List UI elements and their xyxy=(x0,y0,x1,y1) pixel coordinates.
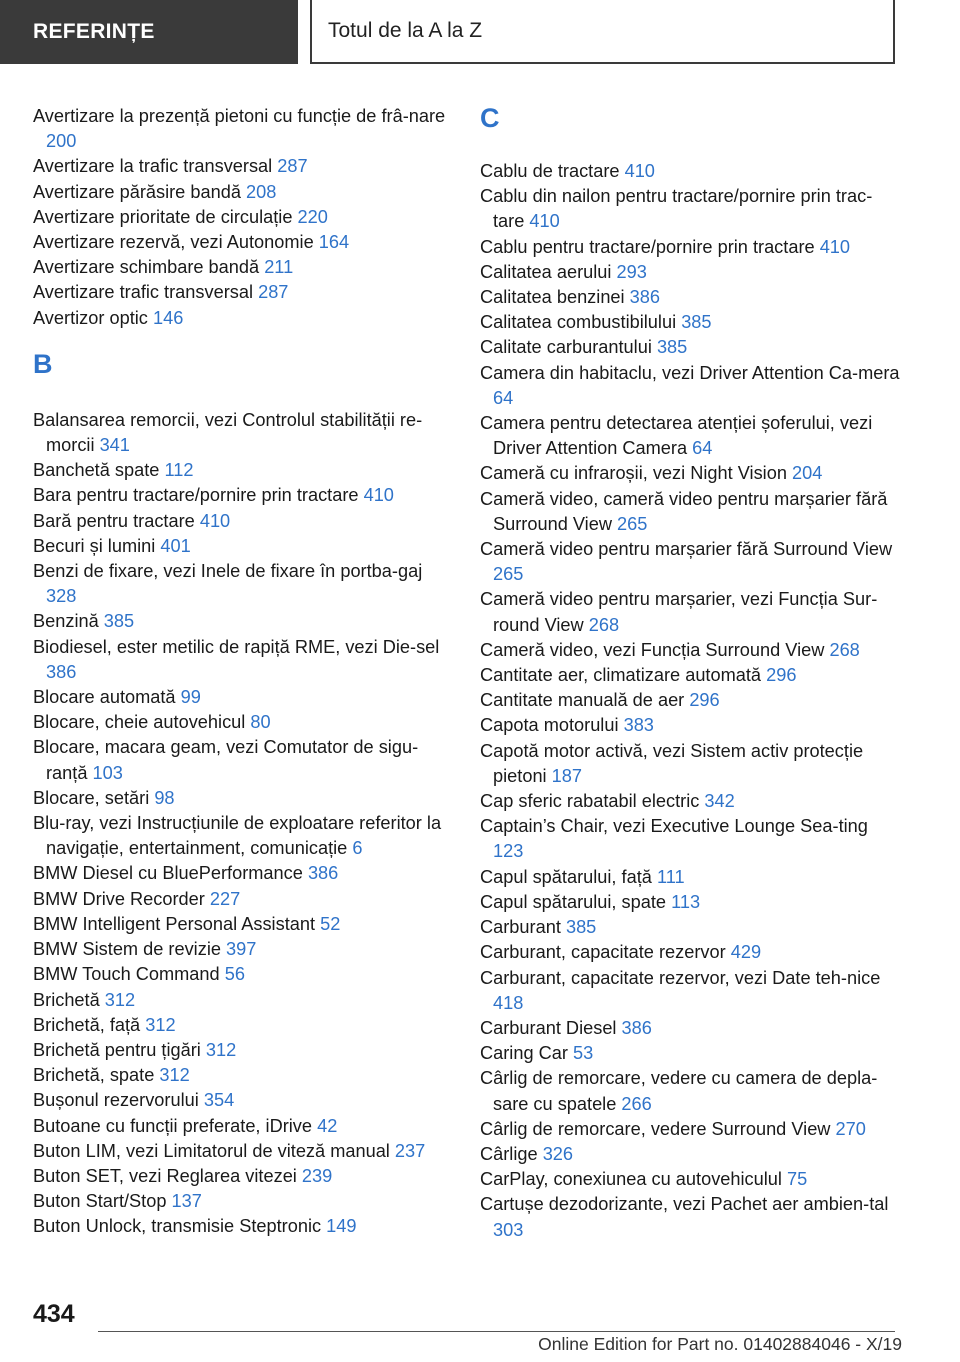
page-reference-link[interactable]: 312 xyxy=(145,1014,176,1035)
page-reference-link[interactable]: 386 xyxy=(621,1017,652,1038)
page-reference-link[interactable]: 52 xyxy=(320,913,341,934)
index-entry-term: Avertizare schimbare bandă xyxy=(33,257,260,278)
index-entry xyxy=(480,814,900,864)
index-entry xyxy=(480,1066,900,1116)
footer-divider xyxy=(98,1331,895,1332)
index-entry-term: Cantitate manuală de aer xyxy=(480,690,685,711)
page-reference-link[interactable]: 312 xyxy=(159,1065,190,1086)
index-entry-term: Benzi de fixare, vezi Inele de fixare în portba-gaj xyxy=(33,561,423,582)
index-entry-term: BMW Intelligent Personal Assistant xyxy=(33,913,316,934)
index-entry-term: Brichetă xyxy=(33,989,100,1010)
index-entry-term: Buton SET, vezi Reglarea vitezei xyxy=(33,1165,297,1186)
index-entry-term: Blocare automată xyxy=(33,687,176,708)
index-entry xyxy=(33,534,451,559)
index-entry xyxy=(33,559,451,609)
index-entry xyxy=(33,306,451,331)
index-entry-term: Butoane cu funcții preferate, iDrive xyxy=(33,1115,313,1136)
index-entry-term: Calitatea aerului xyxy=(480,261,612,282)
index-entry-term: Cameră video, vezi Funcția Surround View xyxy=(480,639,825,660)
index-entry-term: Buton Unlock, transmisie Steptronic xyxy=(33,1216,322,1237)
index-entry xyxy=(480,235,900,260)
page-reference-link[interactable]: 293 xyxy=(616,261,647,282)
page-reference-link[interactable]: 303 xyxy=(493,1219,524,1240)
page-reference-link[interactable]: 112 xyxy=(164,460,194,481)
index-entry xyxy=(33,1063,451,1088)
index-entry-term: Cablu pentru tractare/pornire prin tractare xyxy=(480,236,815,257)
index-entry xyxy=(33,1013,451,1038)
page-reference-link[interactable]: 296 xyxy=(766,665,797,686)
index-entry xyxy=(480,537,900,587)
index-entry xyxy=(480,487,900,537)
page-reference-link[interactable]: 187 xyxy=(551,765,583,786)
index-entry xyxy=(33,1088,451,1113)
page-reference-link[interactable]: 312 xyxy=(205,1039,237,1060)
page-reference-link[interactable]: 111 xyxy=(656,866,685,887)
index-entry-term: CarPlay, conexiunea cu autovehiculul xyxy=(480,1169,782,1190)
index-entry-term: Capota motorului xyxy=(480,715,619,736)
page-reference-link[interactable]: 328 xyxy=(46,586,77,607)
index-entry-term: Cârlig de remorcare, vedere Surround View xyxy=(480,1118,831,1139)
page-number: 434 xyxy=(33,1300,75,1328)
index-entry-term: Bara pentru tractare/pornire prin tractare xyxy=(33,485,359,506)
index-entry xyxy=(33,937,451,962)
index-entry xyxy=(480,587,900,637)
index-entry-term: Capotă motor activă, vezi Sistem activ protecție pietoni xyxy=(480,740,864,786)
index-entry-term: Avertizare la trafic transversal xyxy=(33,156,273,177)
index-entry xyxy=(33,280,451,305)
page-reference-link[interactable]: 211 xyxy=(264,257,294,278)
index-entry-term: Carburant xyxy=(480,917,561,938)
index-entry-term: Cârlig de remorcare, vedere cu camera de depla-sare cu spatele xyxy=(480,1068,878,1114)
page-reference-link[interactable]: 75 xyxy=(787,1169,808,1190)
index-entry xyxy=(33,962,451,987)
page-reference-link[interactable]: 386 xyxy=(307,863,339,884)
index-column-right xyxy=(480,103,900,1243)
page-reference-link[interactable]: 266 xyxy=(621,1093,652,1114)
index-entry xyxy=(480,865,900,890)
index-entry-term: Banchetă spate xyxy=(33,460,160,481)
page-reference-link[interactable]: 99 xyxy=(180,687,201,708)
page-reference-link[interactable]: 397 xyxy=(226,939,257,960)
index-entry-term: Brichetă, spate xyxy=(33,1065,155,1086)
index-entry-term: Calitatea combustibilului xyxy=(480,312,677,333)
page-reference-link[interactable]: 385 xyxy=(565,917,597,938)
index-entry xyxy=(33,1164,451,1189)
index-entry-term: BMW Sistem de revizie xyxy=(33,939,221,960)
index-entry xyxy=(33,1038,451,1063)
index-entry-term: Becuri și lumini xyxy=(33,535,156,556)
page-reference-link[interactable]: 385 xyxy=(681,312,712,333)
index-entry xyxy=(33,988,451,1013)
index-entry xyxy=(480,1016,900,1041)
page-reference-link[interactable]: 239 xyxy=(301,1165,333,1186)
index-entry-term: Blocare, setări xyxy=(33,787,150,808)
page-reference-link[interactable]: 64 xyxy=(692,438,713,459)
index-entry-term: Carburant, capacitate rezervor xyxy=(480,942,726,963)
index-entry xyxy=(480,966,900,1016)
page-reference-link[interactable]: 410 xyxy=(363,485,394,506)
page-reference-link[interactable]: 237 xyxy=(394,1140,426,1161)
index-entry-term: Blocare, cheie autovehicul xyxy=(33,712,246,733)
page-reference-link[interactable]: 296 xyxy=(689,690,720,711)
page-reference-link[interactable]: 227 xyxy=(209,888,241,909)
page-reference-link[interactable]: 410 xyxy=(199,510,231,531)
page-reference-link[interactable]: 385 xyxy=(656,337,688,358)
index-entry xyxy=(33,861,451,886)
page-reference-link[interactable]: 386 xyxy=(629,287,661,308)
index-entry-term: Biodiesel, ester metilic de rapiță RME, vezi Die-sel xyxy=(33,636,440,657)
index-entry xyxy=(480,361,900,411)
page-reference-link[interactable]: 287 xyxy=(258,282,289,303)
page-reference-link[interactable]: 220 xyxy=(297,206,328,227)
index-entry-term: Capul spătarului, spate xyxy=(480,891,667,912)
section-tab: REFERINȚE xyxy=(0,0,298,64)
index-entry xyxy=(480,285,900,310)
index-entry-term: Bară pentru tractare xyxy=(33,510,195,531)
index-entry xyxy=(33,458,451,483)
index-entry xyxy=(480,688,900,713)
index-entry-term: BMW Touch Command xyxy=(33,964,220,985)
footer-edition: Online Edition for Part no. 01402884046 - X/19 xyxy=(538,1334,902,1354)
page-reference-link[interactable]: 410 xyxy=(529,211,560,232)
index-entry-term: Carburant Diesel xyxy=(480,1017,617,1038)
index-entry xyxy=(33,1139,451,1164)
index-entry-term: Cameră video pentru marșarier, vezi Funcția Sur-round View xyxy=(480,589,878,635)
page-reference-link[interactable]: 265 xyxy=(493,564,524,585)
page-reference-link[interactable]: 146 xyxy=(152,307,184,328)
index-entry-term: Caring Car xyxy=(480,1043,568,1064)
index-entry-term: Bușonul rezervorului xyxy=(33,1090,199,1111)
index-entry xyxy=(480,1041,900,1066)
index-entry xyxy=(480,713,900,738)
page-reference-link[interactable]: 268 xyxy=(588,614,620,635)
index-entry-term: Balansarea remorcii, vezi Controlul stabilității re-morcii xyxy=(33,409,423,456)
index-entry-term: Avertizare părăsire bandă xyxy=(33,181,241,202)
page-reference-link[interactable]: 410 xyxy=(624,161,655,181)
page-reference-link[interactable]: 149 xyxy=(326,1216,357,1237)
index-entry xyxy=(480,335,900,360)
index-entry-term: Calitatea benzinei xyxy=(480,287,625,308)
page-reference-link[interactable]: 270 xyxy=(835,1118,866,1139)
page-reference-link[interactable]: 341 xyxy=(99,435,130,456)
page-reference-link[interactable]: 53 xyxy=(573,1043,594,1064)
index-entry-term: Cameră video pentru marșarier fără Surround View xyxy=(480,539,893,560)
index-entry xyxy=(33,104,451,154)
page-reference-link[interactable]: 80 xyxy=(250,712,271,733)
page-reference-link[interactable]: 123 xyxy=(493,841,524,862)
index-entry xyxy=(480,638,900,663)
page-reference-link[interactable]: 342 xyxy=(704,791,735,812)
page-reference-link[interactable]: 312 xyxy=(104,989,136,1010)
index-entry-term: Captain’s Chair, vezi Executive Lounge Sea-ting xyxy=(480,816,868,837)
index-entry-term: Cap sferic rabatabil electric xyxy=(480,791,700,812)
index-entry-term: Buton Start/Stop xyxy=(33,1191,167,1212)
index-entry-term: Blu-ray, vezi Instrucțiunile de exploatare referitor la navigație, entertainment, comunicație xyxy=(33,813,442,859)
page-reference-link[interactable]: 200 xyxy=(46,131,77,152)
page-reference-link[interactable]: 208 xyxy=(246,181,277,202)
index-entry-term: BMW Diesel cu BluePerformance xyxy=(33,863,303,884)
index-entry xyxy=(480,310,900,335)
index-entry-term: Brichetă pentru țigări xyxy=(33,1039,201,1060)
index-entry xyxy=(33,735,451,785)
index-letter-heading: C xyxy=(480,103,500,133)
page-reference-link[interactable]: 383 xyxy=(623,715,654,736)
page-reference-link[interactable]: 98 xyxy=(154,787,175,808)
index-entry xyxy=(33,230,451,255)
page-reference-link[interactable]: 265 xyxy=(617,513,648,534)
page-reference-link[interactable]: 385 xyxy=(103,611,135,632)
index-entry xyxy=(480,1117,900,1142)
page-reference-link[interactable]: 354 xyxy=(203,1090,235,1111)
index-entry xyxy=(33,912,451,937)
index-entry xyxy=(480,184,900,234)
page-reference-link[interactable]: 287 xyxy=(277,156,308,177)
index-letter-heading: B xyxy=(33,348,53,379)
index-entry xyxy=(480,461,900,486)
index-entry xyxy=(33,205,451,230)
index-entry-term: Cantitate aer, climatizare automată xyxy=(480,665,762,686)
page-reference-link[interactable]: 56 xyxy=(224,964,245,985)
index-entry-term: Cablu din nailon pentru tractare/pornire prin trac-tare xyxy=(480,186,873,232)
index-entry xyxy=(33,483,451,508)
page-reference-link[interactable]: 42 xyxy=(317,1115,338,1136)
page-reference-link[interactable]: 113 xyxy=(671,891,701,912)
page-reference-link[interactable]: 6 xyxy=(352,838,363,859)
index-entry-term: Capul spătarului, față xyxy=(480,866,652,887)
index-entry-term: Avertizare trafic transversal xyxy=(33,282,254,303)
index-entry xyxy=(480,663,900,688)
index-entry-term: Avertizare la prezență pietoni cu funcție de frâ-nare xyxy=(33,106,446,126)
index-entry-term: Brichetă, față xyxy=(33,1014,141,1035)
index-entry xyxy=(33,685,451,710)
page-reference-link[interactable]: 137 xyxy=(171,1191,202,1212)
index-entry-term: Cartușe dezodorizante, vezi Pachet aer ambien-tal xyxy=(480,1194,889,1215)
index-entry xyxy=(33,1114,451,1139)
page-reference-link[interactable]: 410 xyxy=(819,236,851,257)
index-entry-term: Calitate carburantului xyxy=(480,337,652,358)
page-reference-link[interactable]: 204 xyxy=(792,463,823,484)
index-entry xyxy=(480,915,900,940)
index-entry xyxy=(480,1142,900,1167)
page-reference-link[interactable]: 64 xyxy=(493,387,514,408)
index-entry-term: BMW Drive Recorder xyxy=(33,888,205,909)
index-entry xyxy=(33,408,451,458)
page-reference-link[interactable]: 268 xyxy=(829,639,860,660)
index-entry xyxy=(33,509,451,534)
chapter-tab: Totul de la A la Z xyxy=(310,0,895,64)
index-entry-term: Blocare, macara geam, vezi Comutator de sigu-ranță xyxy=(33,737,419,783)
index-entry-term: Buton LIM, vezi Limitatorul de viteză manual xyxy=(33,1140,390,1161)
page-reference-link[interactable]: 429 xyxy=(730,942,762,963)
index-entry xyxy=(33,786,451,811)
page-reference-link[interactable]: 418 xyxy=(493,992,524,1013)
index-entry xyxy=(33,180,451,205)
index-entry-term: Avertizor optic xyxy=(33,307,148,328)
index-entry xyxy=(480,789,900,814)
index-entry xyxy=(480,1167,900,1192)
index-column-left xyxy=(33,104,451,1240)
index-entry-term: Cameră video, cameră video pentru marșarier fără Surround View xyxy=(480,488,888,534)
index-entry-term: Camera din habitaclu, vezi Driver Attention Ca-mera xyxy=(480,362,900,383)
index-entry xyxy=(480,1192,900,1242)
index-entry-term: Avertizare prioritate de circulație xyxy=(33,206,293,227)
index-entry-term: Avertizare rezervă, vezi Autonomie xyxy=(33,232,314,253)
index-entry xyxy=(33,811,451,861)
page-reference-link[interactable]: 164 xyxy=(318,232,350,253)
index-entry xyxy=(480,940,900,965)
index-entry xyxy=(33,635,451,685)
index-entry-term: Cameră cu infraroșii, vezi Night Vision xyxy=(480,463,787,484)
index-entry xyxy=(33,887,451,912)
page-reference-link[interactable]: 386 xyxy=(46,661,77,682)
page-reference-link[interactable]: 326 xyxy=(542,1143,574,1164)
index-entry-term: Carburant, capacitate rezervor, vezi Date teh-nice xyxy=(480,967,881,988)
index-entry xyxy=(480,260,900,285)
page-header xyxy=(0,0,960,66)
index-entry xyxy=(33,1189,451,1214)
index-entry xyxy=(33,1214,451,1239)
index-entry xyxy=(33,154,451,179)
index-entry xyxy=(480,411,900,461)
index-entry xyxy=(33,255,451,280)
index-entry-term: Camera pentru detectarea atenției șoferului, vezi Driver Attention Camera xyxy=(480,413,873,459)
index-entry xyxy=(480,159,900,184)
index-entry xyxy=(480,739,900,789)
index-entry xyxy=(480,890,900,915)
index-entry-term: Cârlige xyxy=(480,1143,538,1164)
index-entry-term: Cablu de tractare xyxy=(480,161,620,181)
index-entry xyxy=(33,710,451,735)
page-reference-link[interactable]: 103 xyxy=(92,762,123,783)
page-reference-link[interactable]: 401 xyxy=(160,535,191,556)
index-entry xyxy=(33,609,451,634)
index-entry-term: Benzină xyxy=(33,611,99,632)
